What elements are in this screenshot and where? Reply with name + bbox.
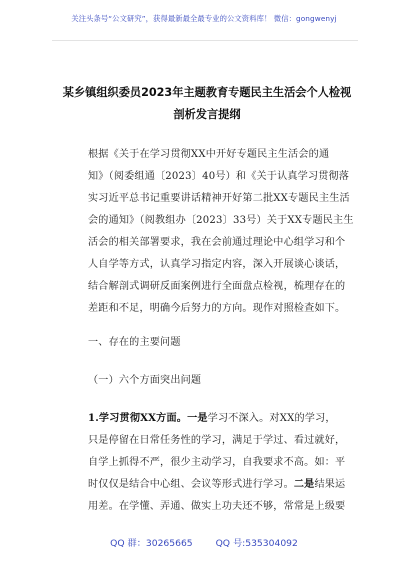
point-1-line-4-text: 时仅仅是结合中心组、会议等形式进行学习。: [88, 479, 294, 490]
point-1-sub-2-marker: 二是: [293, 479, 315, 490]
point-1-first-line: [88, 409, 336, 424]
header-notice: 关注头条号“公文研究”，获得最新最全最专业的公文资料库！ 微信：gongwenyj: [71, 14, 337, 23]
intro-line-8: 差距和不足，明确今后努力的方向。现作对照检查如下。: [88, 303, 346, 314]
header-divider: [52, 40, 358, 41]
footer-contacts: [0, 535, 408, 549]
intro-line-1: 根据《关于在学习贯彻XX中开好专题民主生活会的通: [88, 149, 330, 160]
document-title-line-2: 剖析发言提纲: [173, 108, 241, 121]
point-1-line-4: [88, 475, 345, 490]
point-1-lead: 1.学习贯彻XX方面。: [88, 413, 188, 424]
point-1-sub-1-marker: 一是: [187, 413, 208, 424]
footer-qq-group: QQ 群：30265665: [110, 538, 193, 549]
subsection-heading: （一）六个方面突出问题: [88, 375, 202, 386]
point-1-sub-1-text: 学习不深入。对XX的学习，: [207, 413, 336, 424]
intro-line-6: 人自学等方式，认真学习指定内容，深入开展谈心谈话，: [88, 259, 346, 270]
document-title-line-1: 某乡镇组织委员2023年主题教育专题民主生活会个人检视: [62, 86, 352, 99]
footer-qq-number: QQ 号:535304092: [215, 538, 298, 549]
intro-line-7: 结合解剖式调研反面案例进行全面盘点检视，梳理存在的: [88, 281, 346, 292]
point-1-line-2: 只是停留在日常任务性的学习，满足于学过、看过就好，: [88, 435, 346, 446]
point-1-sub-2-text: 结果运: [314, 479, 346, 490]
intro-line-2: 知》（阅委组通〔2023〕40号）和《关于认真学习贯彻落: [88, 171, 350, 182]
point-1-line-3: 自学上抓得不严，很少主动学习，自我要求不高。如：平: [88, 457, 346, 468]
intro-line-3: 实习近平总书记重要讲话精神开好第二批XX专题民主生活: [88, 193, 350, 204]
section-heading: 一、存在的主要问题: [88, 337, 181, 348]
intro-line-5: 活会的相关部署要求，我在会前通过理论中心组学习和个: [88, 237, 346, 248]
intro-line-4: 会的通知》（阅教组办〔2023〕33号）关于XX专题民主生: [88, 215, 354, 226]
point-1-line-5: 用差。在学懂、弄通、做实上功夫还不够，常常是上级要: [88, 501, 346, 512]
